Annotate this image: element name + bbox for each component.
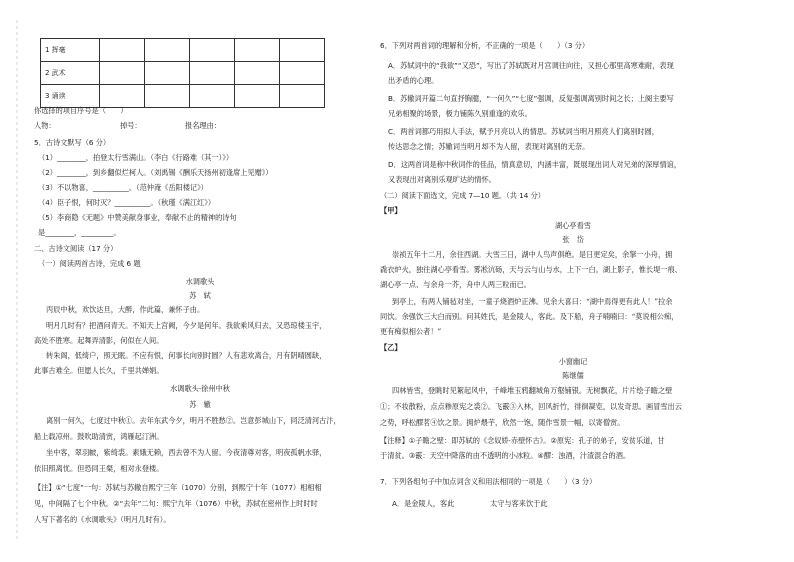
q5-line: 是________，_________。 bbox=[38, 228, 121, 237]
table-cell[interactable] bbox=[235, 85, 280, 108]
q5-line: （2）________，到乡翻似烂柯人。（刘禹锡《酬乐天扬州初逢席上见赠》） bbox=[38, 168, 273, 177]
table-row bbox=[41, 62, 325, 85]
passage1-line: 更有痴似相公者！” bbox=[380, 327, 442, 336]
poem1-line: 明月几时有？把酒问青天。不知天上宫阙，今夕是何年。我欲乘风归去，又恐琼楼玉宇， bbox=[46, 321, 327, 330]
info-label-nickname: 掉号： bbox=[120, 121, 142, 130]
passage1-line: 崇祯五年十二月，余住西湖。大雪三日，湖中人鸟声俱绝。是日更定矣，余拏一小舟，拥 bbox=[392, 250, 673, 259]
q5-line: （5）李商隐《无题》中赞美献身事业，奉献不止的精神的诗句 bbox=[38, 213, 237, 222]
passage2-author: 陈继儒 bbox=[562, 371, 584, 380]
table-cell[interactable] bbox=[280, 39, 325, 62]
passage1-author: 张 岱 bbox=[562, 235, 584, 244]
poem-note: 见，中间隔了七个中秋。②“去年”二句：熙宁九年（1076）中秋，苏轼在密州作上时时时 bbox=[34, 499, 318, 508]
section-label-yi: 【乙】 bbox=[380, 343, 402, 352]
poem2-line: 离别一何久，七度过中秋①。去年东武今夕，明月不胜愁②。岂意彭城山下，同泛清河古汴， bbox=[46, 416, 341, 425]
poem2-line: 依旧照离忧。但恐同王粲，相对永登楼。 bbox=[34, 464, 164, 473]
table-cell[interactable] bbox=[100, 85, 145, 108]
poem2-author: 苏 辙 bbox=[189, 400, 211, 409]
item-order-prompt: 你选择的项目序号是（ ） bbox=[34, 106, 128, 115]
q7-title: 7．下列各组句子中加点词含义和用法相同的一项是（ ）（3 分） bbox=[380, 477, 597, 486]
table-cell[interactable] bbox=[280, 62, 325, 85]
table-cell: 2 武术 bbox=[41, 62, 100, 85]
sub2-title: （二）阅读下面选文，完成 7—10 题。（共 14 分） bbox=[380, 191, 545, 200]
table-row bbox=[41, 39, 325, 62]
section-label-jia: 【甲】 bbox=[380, 206, 402, 215]
table-cell[interactable] bbox=[190, 85, 235, 108]
poem1-preface: 丙辰中秋，欢饮达旦，大醉，作此篇，兼怀子由。 bbox=[46, 305, 205, 314]
poem1-line: 此事古难全。但愿人长久，千里共婵娟。 bbox=[34, 366, 164, 375]
table-cell[interactable] bbox=[145, 62, 190, 85]
q6-option: 传达思念之情；苏辙词当明月却不为人留，表现对离别的无奈。 bbox=[388, 142, 590, 151]
table-cell[interactable] bbox=[100, 62, 145, 85]
q6-title: 6．下列对两首词的理解和分析，不正确的一项是（ ）（3 分） bbox=[380, 41, 590, 50]
table-cell[interactable] bbox=[235, 62, 280, 85]
sub1-title: （一）阅读两首古诗，完成 6 题 bbox=[38, 259, 141, 268]
q5-title: 5．古诗文默写（6 分） bbox=[34, 138, 111, 147]
table-row bbox=[41, 85, 325, 108]
q6-option: A．苏轼词中的“我欲”“又恐”，写出了苏轼既对月宫调往向往，又担心那里高寒难耐，表现 bbox=[388, 61, 674, 70]
section2-title: 二、古诗文阅读（17 分） bbox=[34, 244, 118, 253]
passage-note: 于清贫。③霰：天空中降落的由不透明的小冰粒。④醪：浊酒，汁渣混合的酒。 bbox=[380, 451, 631, 460]
binding-margin bbox=[10, 0, 24, 562]
poem1-line: 高处不胜寒。起舞弄清影，何似在人间。 bbox=[34, 336, 164, 345]
passage1-line: 毳衣炉火，独往湖心亭看雪。雾凇沆砀，天与云与山与水，上下一白。湖上影子，惟长堤一痕、 bbox=[380, 265, 682, 274]
table-cell: 1 挥毫 bbox=[41, 39, 100, 62]
passage1-line: 到亭上，有两人铺毡对坐，一童子烧酒炉正沸。见余大喜曰：“湖中焉得更有此人！”拉余 bbox=[392, 297, 673, 306]
passage2-line: 之势，呼松醪茗④饮之景。拥炉煨芋，欣然一饱，随作雪景一幅，以寄僧赏。 bbox=[380, 418, 625, 427]
poem2-line: 船上载凉州。鼓吹助清赏，鸿雁起汀洲。 bbox=[34, 432, 164, 441]
passage-note: 【注释】①子瞻之壁：即苏轼的《念奴娇·赤壁怀古》。②原宪：孔子的弟子，安贫乐道，甘 bbox=[380, 436, 665, 445]
passage1-line: 湖心亭一点、与余舟一芥，舟中人两三粒而已。 bbox=[380, 280, 531, 289]
q5-line: （4）臣子恨，何时灭？__________。（秋瑾《满江红》） bbox=[38, 198, 216, 207]
q6-option: 又表现出对离别乐观旷达的情怀。 bbox=[388, 175, 496, 184]
table-cell[interactable] bbox=[235, 39, 280, 62]
q6-option: C．两首词都巧用拟人手法，赋予月亮以人的情思。苏轼词当明月照亮人们离别时圆， bbox=[388, 127, 659, 136]
table-cell: 3 诵读 bbox=[41, 85, 100, 108]
poem2-title: 水调歌头·徐州中秋 bbox=[170, 384, 230, 393]
passage2-line: 四林皆雪，登眺时见絮起风中，千峰堆玉鸦翻城角万壑铺银。无树飘花，片片绘子瞻之壁 bbox=[392, 386, 673, 395]
info-label-person: 人物： bbox=[34, 121, 56, 130]
registration-table bbox=[40, 38, 325, 108]
info-label-reason: 报名理由： bbox=[185, 121, 221, 130]
table-cell[interactable] bbox=[280, 85, 325, 108]
q6-option: 出矛盾的心理。 bbox=[388, 76, 439, 85]
table-cell[interactable] bbox=[190, 39, 235, 62]
q7-option-a-left: A．是金陵人，客此 bbox=[392, 499, 455, 508]
table-cell[interactable] bbox=[145, 85, 190, 108]
table-cell[interactable] bbox=[190, 62, 235, 85]
q7-option-a-right: 太守与客来饮于此 bbox=[490, 499, 548, 508]
passage2-line: ①；不妆散粉，点点糁原宪之裘②。飞霰③入林，回风折竹，徘徊凝览，以发奇思。画冒雪出云 bbox=[380, 402, 682, 411]
q6-option: B．苏辙词开篇二句直抒胸臆，“一何久”“七度”强调，反复强调离别时间之长；上阕主要写 bbox=[388, 94, 674, 103]
poem-note: 人写下著名的《水调歌头》（明月几时有）。 bbox=[34, 515, 171, 524]
passage1-title: 湖心亭看雪 bbox=[555, 221, 591, 230]
table-cell[interactable] bbox=[100, 39, 145, 62]
poem2-line: 坐中客，翠羽帔，紫绮裘。素娥无赖，西去曾不为人留。今夜清尊对客，明夜孤帆水驿， bbox=[46, 448, 327, 457]
poem-note: 【注】①“七度”一句：苏轼与苏辙自熙宁三年（1070）分别，到熙宁十年（1077）相相相 bbox=[34, 483, 322, 492]
q6-option: 兄弟相聚的场景，极力铺陈久别重逢的欢乐。 bbox=[388, 109, 532, 118]
poem1-title: 水调歌头 bbox=[185, 277, 215, 286]
q5-line: （1）________，拍登太行雪满山。（李白《行路难（其一）》） bbox=[38, 153, 234, 162]
poem1-line: 转朱阁，低绮户，照无眠。不应有恨，何事长向别时圆？人有悲欢离合，月有阴晴圆缺， bbox=[46, 351, 327, 360]
passage2-title: 小窗幽记 bbox=[558, 357, 588, 366]
q5-line: （3）不以物喜，__________。（范仲淹《岳阳楼记》） bbox=[38, 183, 208, 192]
q6-option: D．这两首词是称中秋词作的佳品，情真意切，内涵丰富，既展现出词人对兄弟的深厚情谊， bbox=[388, 160, 682, 169]
poem1-author: 苏 轼 bbox=[189, 291, 211, 300]
table-cell[interactable] bbox=[145, 39, 190, 62]
passage1-line: 同饮。余强饮三大白而别。问其姓氏，是金陵人，客此。及下船，舟子喃喃曰：“莫说相公痴， bbox=[380, 312, 679, 321]
